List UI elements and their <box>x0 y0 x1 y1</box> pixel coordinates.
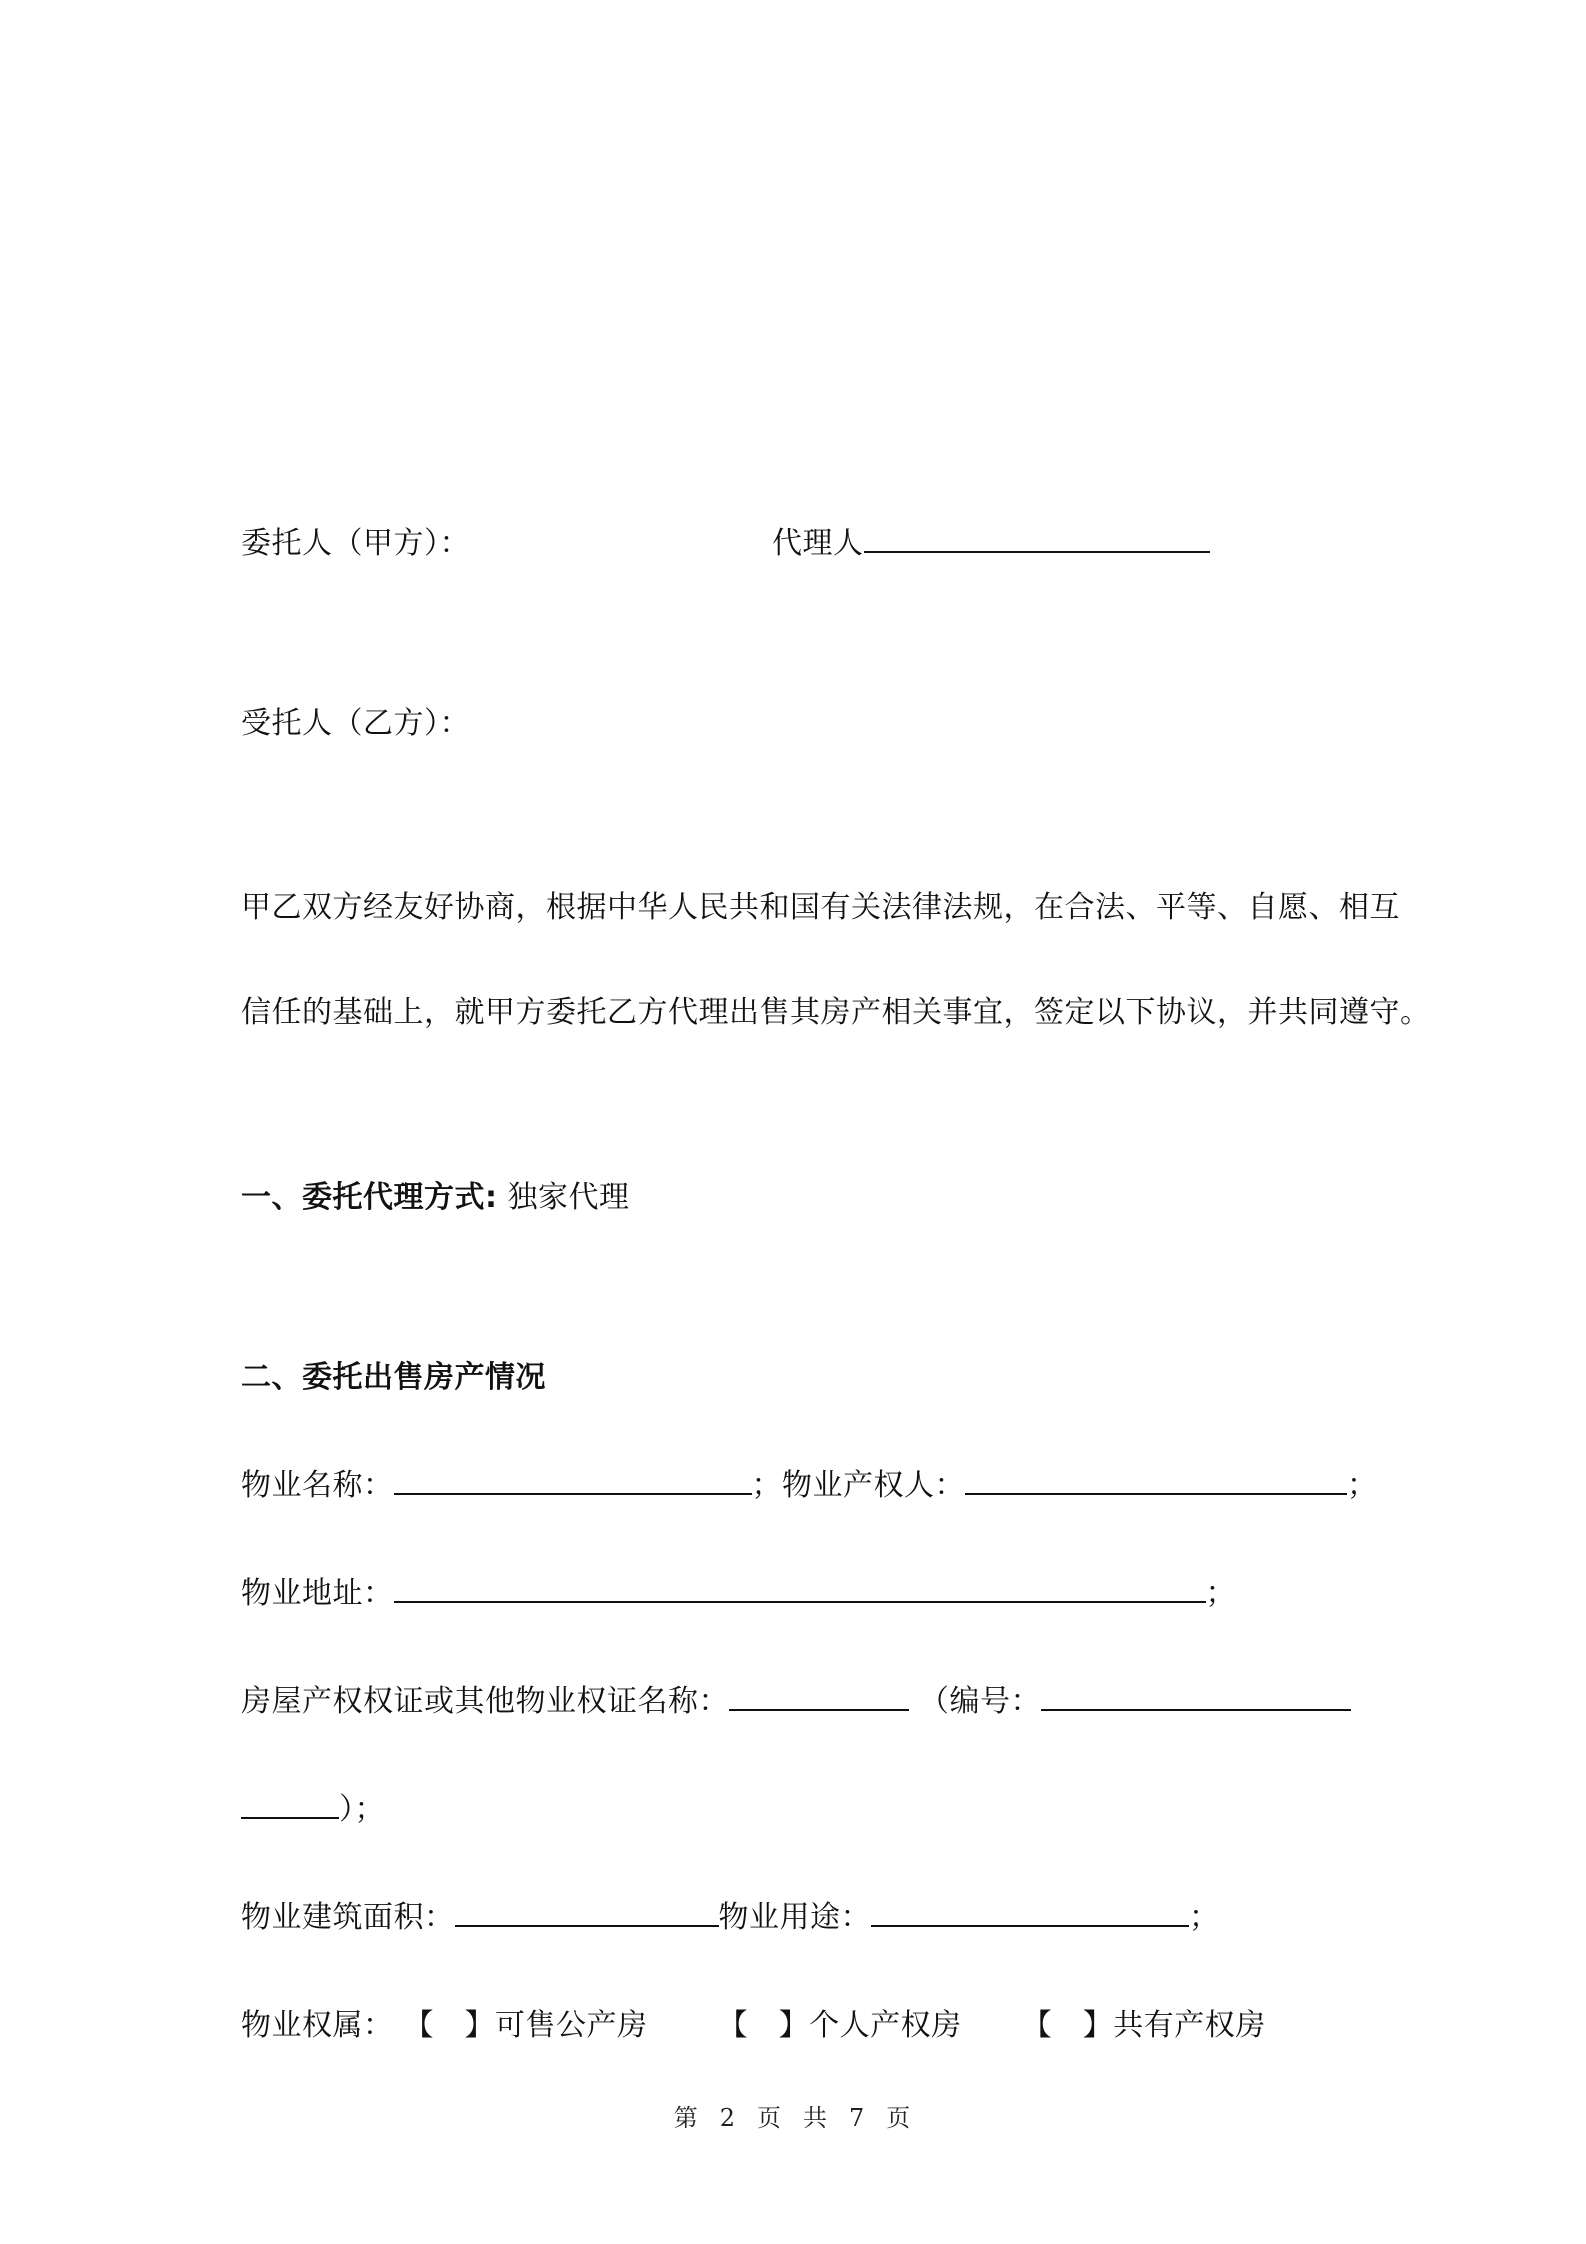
section-2-heading: 二、委托出售房产情况 <box>241 1360 546 1395</box>
property-name-label: 物业名称： <box>241 1468 394 1503</box>
footer-total-number: 7 <box>849 2104 867 2132</box>
usage-semicolon: ； <box>1189 1900 1220 1935</box>
address-row <box>241 1574 1236 1614</box>
footer-total-word: 页 <box>886 2104 913 2132</box>
agent-label: 代理人 <box>772 526 864 561</box>
section-1-heading: 一、委托代理方式: <box>241 1180 498 1215</box>
owner-blank[interactable] <box>965 1467 1347 1495</box>
ownership-option-public[interactable]: 【 】可售公产房 <box>403 2008 648 2043</box>
principal-row <box>241 524 470 564</box>
ownership-option-private[interactable]: 【 】个人产权房 <box>717 2008 962 2043</box>
footer-page-word: 页 <box>757 2104 783 2132</box>
owner-semicolon: ； <box>1347 1468 1378 1503</box>
number-close: ）； <box>339 1792 385 1827</box>
ownership-option-shared[interactable]: 【 】共有产权房 <box>1021 2008 1266 2043</box>
number-blank[interactable] <box>1041 1683 1351 1711</box>
number-label: （编号： <box>919 1684 1042 1719</box>
cert-row <box>241 1682 1351 1722</box>
ownership-label: 物业权属： <box>241 2008 394 2043</box>
preamble-line-1: 甲乙双方经友好协商，根据中华人民共和国有关法律法规，在合法、平等、自愿、相互 <box>241 890 1400 925</box>
area-blank[interactable] <box>455 1899 719 1927</box>
section-1-row <box>241 1178 630 1218</box>
number-blank-continued[interactable] <box>241 1791 339 1819</box>
address-blank[interactable] <box>394 1575 1206 1603</box>
footer-page-prefix: 第 <box>673 2104 700 2132</box>
area-label: 物业建筑面积： <box>241 1900 455 1935</box>
property-name-blank[interactable] <box>394 1467 752 1495</box>
section-1-value: 独家代理 <box>507 1180 630 1215</box>
owner-label: ；物业产权人： <box>751 1468 965 1503</box>
ownership-row <box>241 2006 1266 2046</box>
cert-label: 房屋产权权证或其他物业权证名称： <box>241 1684 729 1719</box>
footer-page-number: 2 <box>719 2104 737 2132</box>
number-continuation-row <box>241 1790 385 1830</box>
trustee-label: 受托人（乙方）： <box>241 706 470 741</box>
cert-blank[interactable] <box>729 1683 909 1711</box>
address-semicolon: ； <box>1205 1576 1236 1611</box>
address-label: 物业地址： <box>241 1576 394 1611</box>
usage-blank[interactable] <box>871 1899 1189 1927</box>
property-name-row <box>241 1466 1378 1506</box>
usage-label: 物业用途： <box>718 1900 871 1935</box>
preamble-line-2: 信任的基础上，就甲方委托乙方代理出售其房产相关事宜，签定以下协议，并共同遵守。 <box>241 995 1431 1030</box>
page-footer <box>0 2098 1586 2133</box>
agent-blank[interactable] <box>864 525 1210 553</box>
principal-label: 委托人（甲方）： <box>241 526 470 561</box>
area-row <box>241 1898 1220 1938</box>
trustee-row <box>241 704 470 744</box>
agent-row <box>772 524 1210 564</box>
footer-total-prefix: 共 <box>803 2104 829 2132</box>
